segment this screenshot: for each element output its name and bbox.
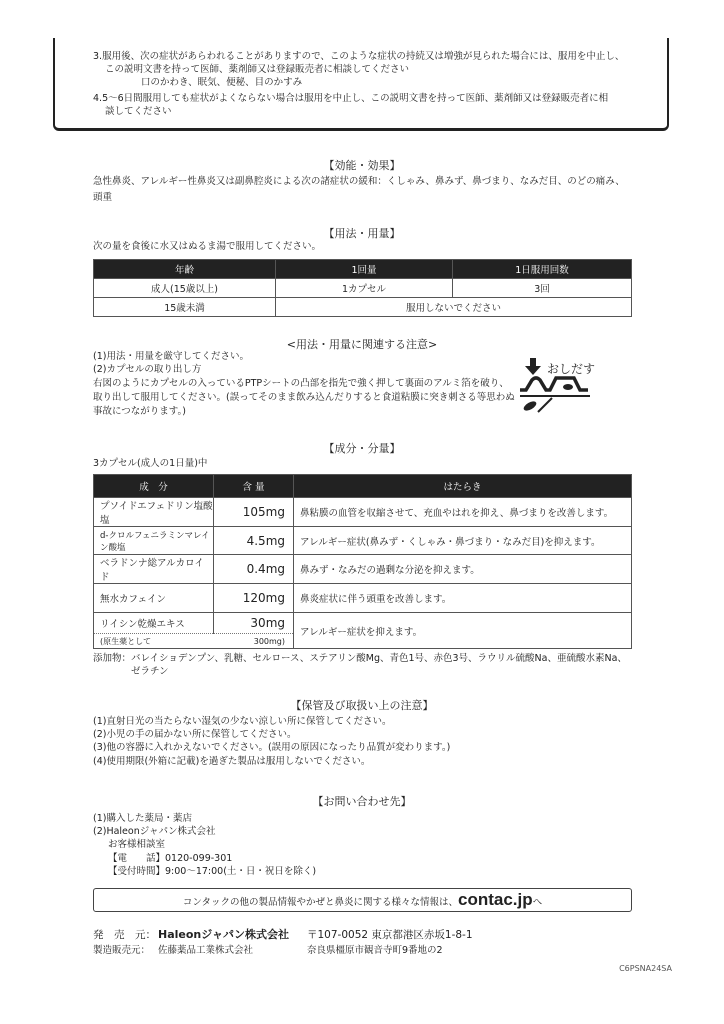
crude-drug-label: (原生薬として [94, 634, 214, 649]
contact-hours: 【受付時間】9:00～17:00(土・日・祝日を除く) [108, 866, 317, 877]
maker-label: 製造販売元： [93, 945, 151, 956]
table-row [94, 527, 632, 555]
note-line: 事故につながります。) [93, 406, 187, 417]
maker-name: 佐藤薬品工業株式会社 [158, 945, 254, 956]
crude-drug-amount: 300mg) [214, 634, 294, 649]
cell: 成人(15歳以上) [94, 279, 276, 298]
figure-label: おしだす [547, 362, 596, 376]
ingredient-amount: 0.4mg [214, 555, 294, 584]
dosage-heading: 【用法・用量】 [323, 227, 401, 240]
storage-line: (1)直射日光の当たらない湿気の少ない涼しい所に保管してください。 [93, 716, 392, 727]
contact-company: (2)Haleonジャパン株式会社 [93, 826, 216, 837]
ingredient-name: プソイドエフェドリン塩酸塩 [94, 498, 214, 527]
website-link[interactable]: contac.jp [457, 890, 533, 909]
warning-3-symptoms: 口のかわき、眠気、便秘、目のかすみ [141, 77, 303, 88]
ingredient-amount: 105mg [214, 498, 294, 527]
ingredient-amount: 4.5mg [214, 527, 294, 555]
ingredient-name: 無水カフェイン [94, 584, 214, 613]
ingredient-name: d-クロルフェニラミンマレイン酸塩 [94, 527, 214, 555]
warning-3-line2: この説明文書を持って医師、薬剤師又は登録販売者に相談してください [105, 64, 410, 75]
table-row [94, 584, 632, 613]
note-line: 取り出して服用してください。(誤ってそのまま飲み込んだりすると食道粘膜に突き刺さる等思わぬ [93, 392, 515, 403]
header-action: はたらき [294, 475, 632, 498]
header-dose: 1回量 [276, 260, 453, 279]
contact-heading: 【お問い合わせ先】 [312, 795, 412, 808]
seller-name: Haleonジャパン株式会社 [158, 928, 290, 941]
cell: 1カプセル [276, 279, 453, 298]
note-line: 右図のようにカプセルの入っているPTPシートの凸部を指先で強く押して裏面のアルミ箔を破り、 [93, 378, 509, 389]
efficacy-line1: 急性鼻炎、アレルギー性鼻炎又は副鼻腔炎による次の諸症状の緩和：くしゃみ、鼻みず、鼻づまり、なみだ目、のどの痛み、 [93, 176, 625, 187]
ingredient-action: 鼻炎症状に伴う頭重を改善します。 [294, 584, 632, 613]
table-row [94, 613, 632, 634]
efficacy-line2: 頭重 [93, 192, 113, 203]
note-line: (1)用法・用量を厳守してください。 [93, 351, 249, 362]
ingredient-name: ベラドンナ総アルカロイド [94, 555, 214, 584]
header-age: 年齢 [94, 260, 276, 279]
warning-4-line2: 談してください [105, 106, 172, 117]
warning-4-line1: 4.5～6日間服用しても症状がよくならない場合は服用を中止し、この説明文書を持って医師、薬剤師又は登録販売者に相 [93, 93, 609, 104]
seller-address: 〒107-0052 東京都港区赤坂1-8-1 [307, 929, 473, 941]
dosage-intro: 次の量を食後に水又はぬるま湯で服用してください。 [93, 241, 322, 252]
cell: 3回 [453, 279, 632, 298]
dosage-table [93, 259, 632, 317]
contact-phone: 【電 話】0120-099-301 [108, 853, 233, 864]
table-row [94, 555, 632, 584]
storage-line: (3)他の容器に入れかえないでください。(誤用の原因になったり品質が変わります。) [93, 742, 451, 753]
ingredients-table [93, 474, 632, 649]
additives-line2: ゼラチン [131, 666, 169, 677]
ingredient-action: 鼻みず・なみだの過剰な分泌を抑えます。 [294, 555, 632, 584]
ingredient-action: アレルギー症状(鼻みず・くしゃみ・鼻づまり・なみだ目)を抑えます。 [294, 527, 632, 555]
document-code: C6PSNA24SA [619, 964, 672, 973]
table-row [94, 298, 632, 317]
seller-label: 発 売 元： [93, 929, 156, 941]
banner-text: コンタックの他の製品情報やかぜと鼻炎に関する様々な情報は、 [182, 897, 458, 908]
ingredient-action: 鼻粘膜の血管を収縮させて、充血やはれを抑え、鼻づまりを改善します。 [294, 498, 632, 527]
website-banner [93, 888, 632, 912]
note-line: (2)カプセルの取り出し方 [93, 364, 202, 375]
warning-3-line1: 3.服用後、次の症状があらわれることがありますので、このような症状の持続又は増強が見られた場合には、服用を中止し、 [93, 51, 625, 62]
ingredient-amount: 120mg [214, 584, 294, 613]
ingredients-heading: 【成分・分量】 [323, 442, 401, 455]
dosage-notes-heading: <用法・用量に関連する注意> [286, 338, 438, 351]
maker-address: 奈良県橿原市観音寺町9番地の2 [307, 945, 443, 956]
header-times: 1日服用回数 [453, 260, 632, 279]
cell: 服用しないでください [276, 298, 632, 317]
storage-line: (4)使用期限(外箱に記載)を過ぎた製品は服用しないでください。 [93, 756, 371, 767]
header-ingredient: 成 分 [94, 475, 214, 498]
ingredient-name: リイシン乾燥エキス [94, 613, 214, 634]
ingredient-action: アレルギー症状を抑えます。 [294, 613, 632, 649]
contact-line: (1)購入した薬局・薬店 [93, 813, 192, 824]
contact-line: お客様相談室 [108, 839, 166, 850]
storage-heading: 【保管及び取扱い上の注意】 [290, 699, 434, 712]
storage-line: (2)小児の手の届かない所に保管してください。 [93, 729, 297, 740]
ingredient-amount: 30mg [214, 613, 294, 634]
additives-line1: 添加物：バレイショデンプン、乳糖、セルロース、ステアリン酸Mg、青色1号、赤色3号、ラウリル硫酸Na、亜硫酸水素Na、 [93, 653, 627, 664]
table-row [94, 498, 632, 527]
table-row [94, 279, 632, 298]
header-amount: 含 量 [214, 475, 294, 498]
ingredients-intro: 3カプセル(成人の1日量)中 [93, 458, 208, 469]
efficacy-heading: 【効能・効果】 [323, 159, 401, 172]
banner-suffix: へ [532, 897, 543, 908]
cell: 15歳未満 [94, 298, 276, 317]
